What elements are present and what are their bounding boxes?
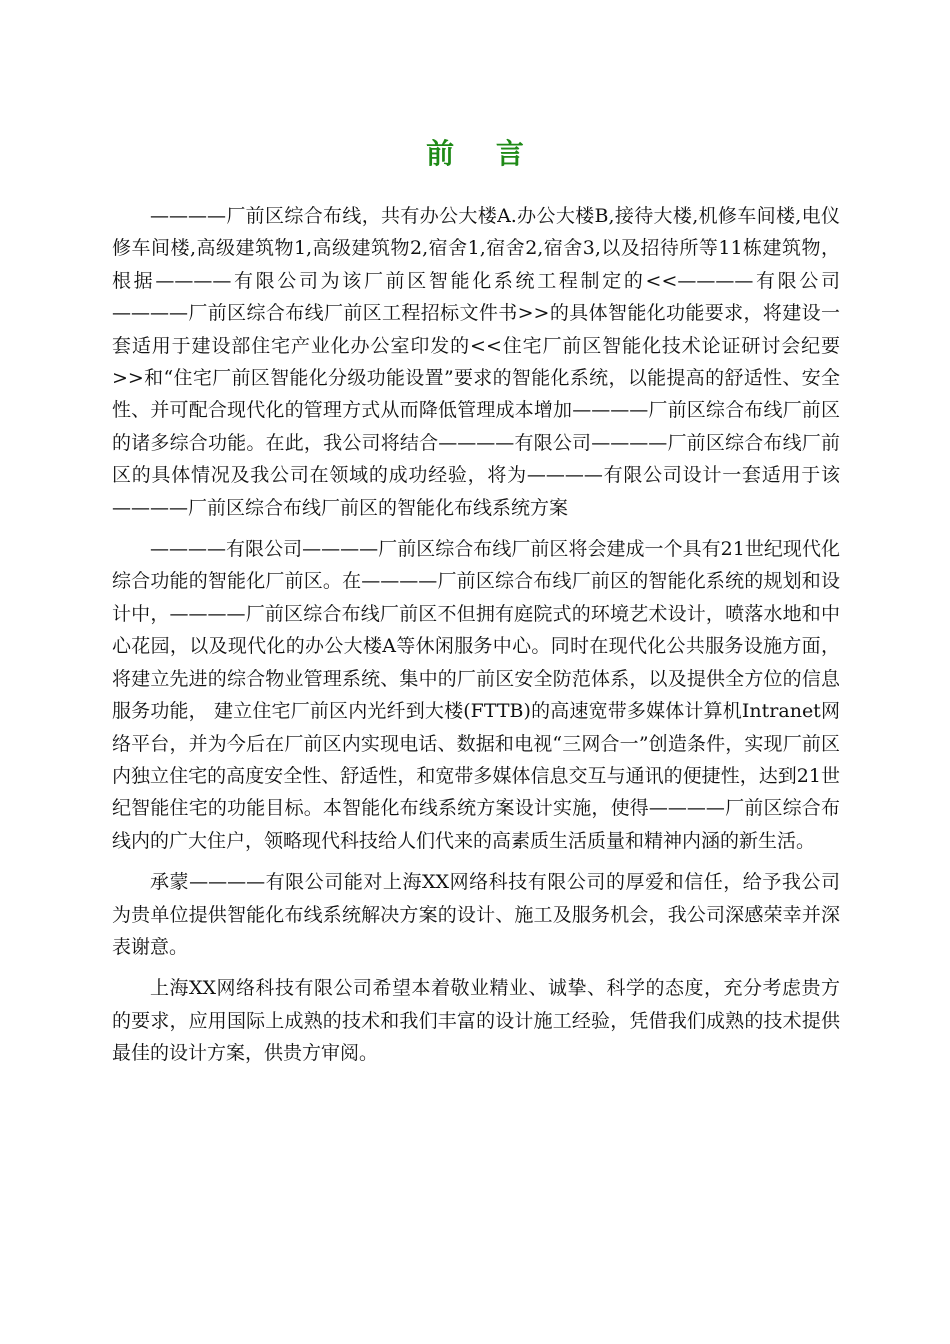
document-body — [112, 200, 840, 1070]
page-title: 前 言 — [426, 137, 540, 170]
paragraph-vision: ————有限公司————厂前区综合布线厂前区将会建成一个具有21世纪现代化综合功能的智能化厂前区。在————厂前区综合布线厂前区的智能化系统的规划和设计中，————厂前区综合布线厂前区不但拥有庭院式的环境艺术设计，喷落水地和中心花园，以及现代化的办公大楼A等休闲服务中心。同时在现代化公共服务设施方面，将建立先进的综合物业管理系统、集中的厂前区安全防范体系，以及提供全方位的信息服务功能， 建立住宅厂前区内光纤到大楼(FTTB)的高速宽带多媒体计算机Intranet网络平台，并为今后在厂前区内实现电话、数据和电视“三网合一”创造条件，实现厂前区内独立住宅的高度安全性、舒适性，和宽带多媒体信息交互与通讯的便捷性，达到21世纪智能住宅的功能目标。本智能化布线系统方案设计实施，使得————厂前区综合布线内的广大住户，领略现代科技给人们代来的高素质生活质量和精神内涵的新生活。 — [112, 538, 840, 852]
paragraph-thanks: 承蒙————有限公司能对上海XX网络科技有限公司的厚爱和信任，给予我公司为贵单位提供智能化布线系统解决方案的设计、施工及服务机会，我公司深感荣幸并深表谢意。 — [112, 871, 840, 958]
paragraph-closing: 上海XX网络科技有限公司希望本着敬业精业、诚挚、科学的态度，充分考虑贵方的要求，应用国际上成熟的技术和我们丰富的设计施工经验，凭借我们成熟的技术提供最佳的设计方案，供贵方审阅。 — [112, 977, 840, 1065]
paragraph-intro: ————厂前区综合布线，共有办公大楼A.办公大楼B,接待大楼,机修车间楼,电仪修车间楼,高级建筑物1,高级建筑物2,宿舍1,宿舍2,宿舍3,以及招待所等11栋建筑物，根据————有限公司为该厂前区智能化系统工程制定的<<————有限公司————厂前区综合布线厂前区工程招标文件书>>的具体智能化功能要求，将建设一套适用于建设部住宅产业化办公室印发的<<住宅厂前区智能化技术论证研讨会纪要>>和“住宅厂前区智能化分级功能设置”要求的智能化系统，以能提高的舒适性、安全性、并可配合现代化的管理方式从而降低管理成本增加————厂前区综合布线厂前区的诸多综合功能。在此，我公司将结合————有限公司————厂前区综合布线厂前区的具体情况及我公司在领域的成功经验，将为————有限公司设计一套适用于该————厂前区综合布线厂前区的智能化布线系统方案 — [112, 205, 840, 519]
